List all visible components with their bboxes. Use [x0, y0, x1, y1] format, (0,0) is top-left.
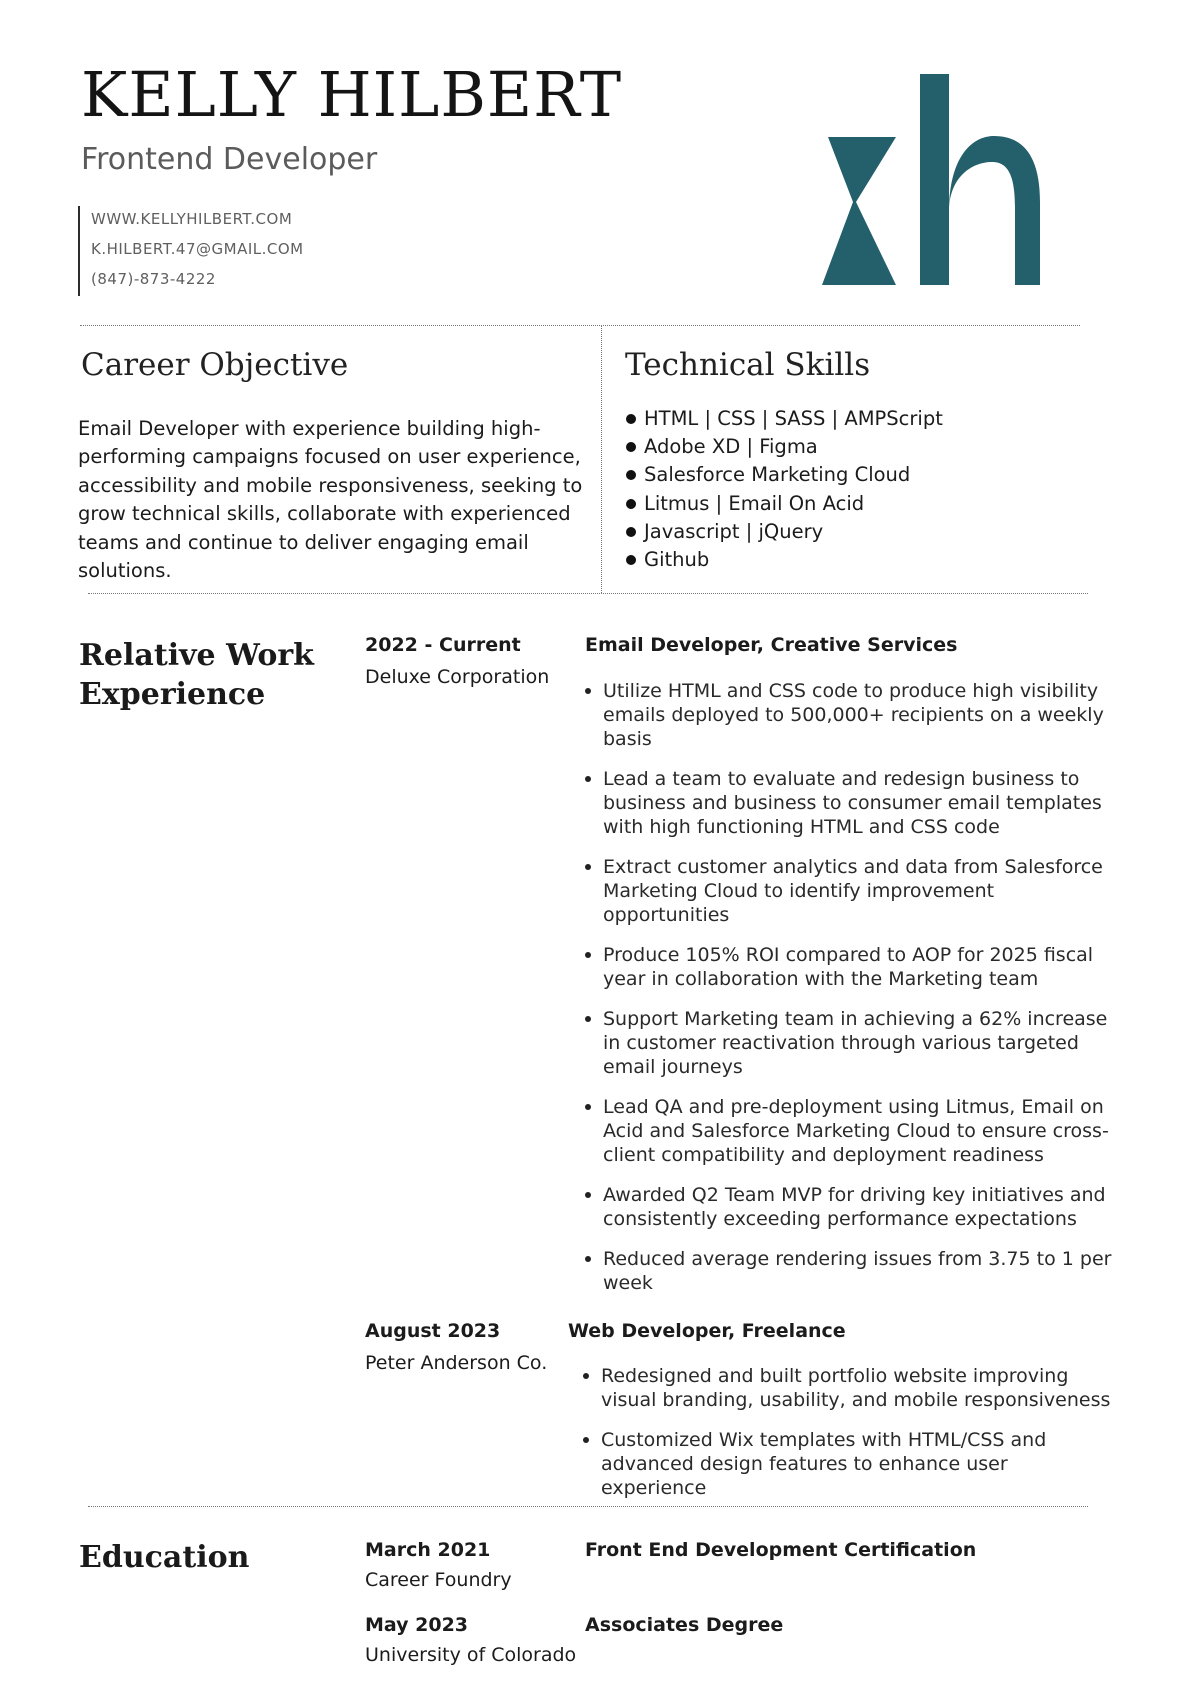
section-divider [88, 1506, 1088, 1507]
skill-item: Litmus | Email On Acid [624, 490, 943, 518]
job-title: Email Developer, Creative Services [585, 634, 958, 656]
job-dates: August 2023 [365, 1320, 501, 1342]
education-date: May 2023 [365, 1614, 469, 1636]
job-company: Deluxe Corporation [365, 666, 550, 688]
job-bullet: Support Marketing team in achieving a 62% increase in customer reactivation through various targeted email journeys [583, 1007, 1113, 1079]
job-bullet: Utilize HTML and CSS code to produce high visibility emails deployed to 500,000+ recipients on a weekly basis [583, 679, 1113, 751]
education-degree: Front End Development Certification [585, 1539, 977, 1561]
job-bullet: Lead QA and pre-deployment using Litmus, Email on Acid and Salesforce Marketing Cloud to ensure cross-client compatibility and deployment readiness [583, 1095, 1113, 1167]
job-title: Web Developer, Freelance [568, 1320, 846, 1342]
column-divider [601, 325, 602, 593]
contact-accent-bar [78, 206, 80, 296]
section-divider [88, 593, 1088, 594]
skill-item: Github [624, 546, 943, 574]
skill-item: HTML | CSS | SASS | AMPScript [624, 405, 943, 433]
job-bullet: Produce 105% ROI compared to AOP for 2025 fiscal year in collaboration with the Marketing team [583, 943, 1113, 991]
skill-item: Javascript | jQuery [624, 518, 943, 546]
job-bullets [581, 1364, 1115, 1516]
education-date: March 2021 [365, 1539, 491, 1561]
skills-list [624, 405, 943, 574]
phone-number: (847)-873-4222 [91, 270, 216, 288]
education-degree: Associates Degree [585, 1614, 784, 1636]
education-school: University of Colorado [365, 1644, 577, 1666]
kh-monogram-logo [820, 72, 1045, 292]
job-company: Peter Anderson Co. [365, 1352, 548, 1374]
job-bullet: Awarded Q2 Team MVP for driving key initiatives and consistently exceeding performance expectations [583, 1183, 1113, 1231]
education-heading: Education [79, 1540, 250, 1575]
job-bullet: Redesigned and built portfolio website improving visual branding, usability, and mobile responsiveness [581, 1364, 1115, 1412]
education-school: Career Foundry [365, 1569, 512, 1591]
work-experience-heading: Relative Work Experience [79, 638, 314, 712]
job-bullet: Lead a team to evaluate and redesign business to business and business to consumer email templates with high functioning HTML and CSS code [583, 767, 1113, 839]
resume-name: KELLY HILBERT [81, 58, 623, 131]
career-objective-heading: Career Objective [81, 347, 349, 383]
career-objective-text: Email Developer with experience building high-performing campaigns focused on user experience, accessibility and mobile responsiveness, seeking to grow technical skills, collaborate with experienced teams and continue to deliver engaging email solutions. [78, 417, 583, 583]
job-bullet: Reduced average rendering issues from 3.75 to 1 per week [583, 1247, 1113, 1295]
section-divider [80, 325, 1080, 326]
skill-item: Adobe XD | Figma [624, 433, 943, 461]
job-bullets [583, 679, 1113, 1311]
technical-skills-heading: Technical Skills [625, 347, 871, 383]
job-role: Frontend Developer [81, 142, 378, 177]
skill-item: Salesforce Marketing Cloud [624, 461, 943, 489]
email-link[interactable]: K.HILBERT.47@GMAIL.COM [91, 240, 304, 258]
job-dates: 2022 - Current [365, 634, 521, 656]
website-link[interactable]: WWW.KELLYHILBERT.COM [91, 210, 293, 228]
kh-monogram-icon [820, 72, 1045, 292]
job-bullet: Extract customer analytics and data from Salesforce Marketing Cloud to identify improvement opportunities [583, 855, 1113, 927]
job-bullet: Customized Wix templates with HTML/CSS and advanced design features to enhance user experience [581, 1428, 1115, 1500]
